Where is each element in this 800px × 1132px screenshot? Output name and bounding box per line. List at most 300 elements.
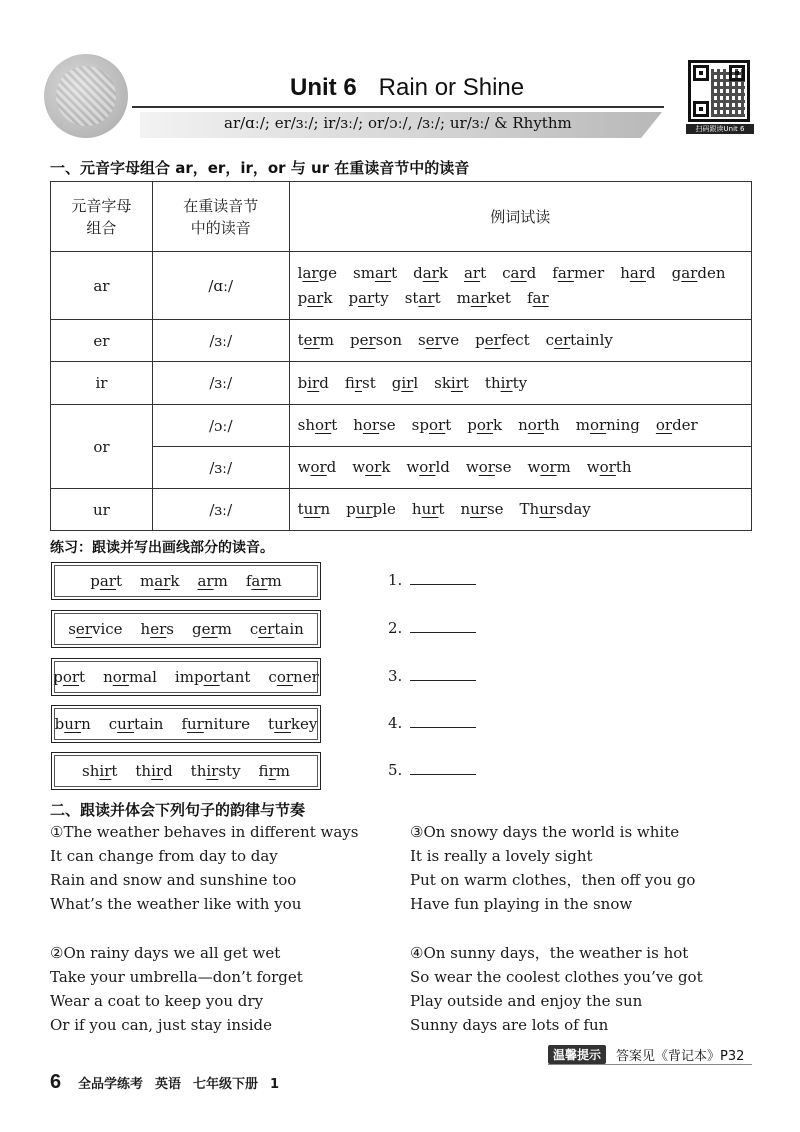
footer-book-info: [78, 1073, 291, 1092]
book-name: 全品学练考: [78, 1077, 144, 1092]
word-part: sk: [434, 373, 451, 392]
rhyme-line: ③On snowy days the world is white: [410, 823, 680, 841]
word-line: [298, 497, 751, 522]
word-part: m: [217, 620, 232, 638]
qr-code-icon[interactable]: [688, 60, 750, 122]
word-part: l: [297, 263, 303, 282]
underlined-letters: or: [478, 458, 495, 476]
underlined-letters: ar: [307, 288, 324, 307]
practice-word-box: [51, 705, 321, 743]
rhyme-line: ④On sunny days，the weather is hot: [410, 944, 689, 962]
underlined-letters: or: [362, 416, 380, 434]
underlined-letters: ur: [64, 715, 82, 733]
word-part: k: [323, 288, 333, 307]
example-word: [576, 413, 640, 438]
example-word: [298, 455, 337, 480]
table-row: [51, 252, 752, 320]
word-line: [298, 286, 751, 311]
sound-cell: /ɜː/: [152, 447, 289, 489]
practice-word: [268, 668, 318, 686]
word-part: Th: [519, 500, 540, 518]
decorative-emblem: [44, 54, 128, 138]
underlined-letters: er: [359, 331, 376, 349]
word-part: w: [297, 458, 311, 476]
practice-word-box: [51, 610, 321, 648]
underlined-letters: ar: [510, 263, 527, 282]
underlined-letters: or: [112, 668, 129, 686]
word-part: p: [348, 288, 359, 307]
word-line: [298, 413, 751, 438]
word-part: l: [413, 373, 419, 392]
word-part: n: [81, 715, 91, 733]
combo-cell: ar: [51, 252, 153, 320]
combo-cell: ir: [51, 362, 153, 405]
underlined-letters: er: [303, 331, 320, 349]
word-part: niture: [203, 715, 251, 733]
word-part: f: [181, 715, 187, 733]
underlined-letters: or: [419, 458, 436, 476]
word-line: [298, 455, 751, 480]
word-part: key: [290, 715, 318, 733]
rhyme-4: [410, 941, 703, 1037]
word-part: m: [575, 416, 590, 434]
example-word: [528, 455, 571, 480]
word-part: f: [245, 572, 252, 590]
subject-name: 英语: [155, 1077, 182, 1092]
practice-word: [250, 620, 304, 638]
word-part: p: [349, 331, 360, 349]
practice-word: [191, 762, 241, 780]
underlined-letters: or: [599, 458, 616, 476]
underlined-letters: ar: [422, 263, 439, 282]
word-part: t: [462, 373, 469, 392]
underlined-letters: ar: [418, 288, 435, 307]
example-word: [298, 497, 331, 522]
underlined-letters: ir: [307, 373, 320, 392]
answer-line: [388, 571, 476, 589]
example-word: [587, 455, 632, 480]
word-part: imp: [174, 668, 204, 686]
practice-word: [109, 715, 164, 733]
example-word: [620, 261, 655, 286]
practice-word-box: [51, 658, 321, 696]
title-rule: [132, 106, 664, 108]
rhyme-line: Play outside and enjoy the sun: [410, 992, 643, 1010]
word-part: t: [268, 715, 275, 733]
underlined-letters: ar: [629, 263, 647, 282]
underlined-letters: er: [484, 331, 501, 349]
header-sound: [152, 182, 289, 252]
word-part: th: [484, 373, 501, 392]
underlined-letters: ar: [463, 263, 481, 282]
table-row: [51, 405, 752, 447]
example-word: [346, 497, 396, 522]
word-part: c: [268, 668, 277, 686]
sound-cell: /ɜː/: [152, 362, 289, 405]
word-part: son: [375, 331, 403, 349]
combo-cell: er: [51, 320, 153, 362]
underlined-letters: or: [310, 458, 327, 476]
practice-word: [90, 572, 122, 590]
rhyme-line: Take your umbrella—don’t forget: [50, 968, 303, 986]
practice-word: [55, 715, 91, 733]
example-words-cell: [289, 362, 751, 405]
practice-word: [82, 762, 117, 780]
word-part: m: [456, 288, 471, 307]
word-part: t: [111, 762, 118, 780]
header-combo: [51, 182, 153, 252]
word-part: k: [493, 416, 503, 434]
example-word: [348, 286, 388, 311]
example-word: [405, 286, 441, 311]
practice-heading: 练习：跟读并写出画线部分的读音。: [50, 540, 274, 556]
answer-line: [388, 619, 476, 637]
example-word: [467, 413, 502, 438]
word-part: n: [103, 668, 113, 686]
example-word: [298, 261, 337, 286]
example-word: [345, 371, 376, 396]
practice-word: [135, 762, 172, 780]
practice-word: [268, 715, 317, 733]
table-row: [51, 447, 752, 489]
sound-cell: /ɜː/: [152, 320, 289, 362]
word-part: n: [320, 500, 331, 518]
sound-cell: /ɔː/: [152, 405, 289, 447]
underlined-letters: er: [201, 620, 218, 638]
grade-name: 七年级下册: [193, 1077, 259, 1092]
example-word: [350, 328, 402, 353]
rhyme-line: ①The weather behaves in different ways: [50, 823, 359, 841]
example-word: [298, 286, 333, 311]
example-word: [353, 413, 395, 438]
table-row: [51, 362, 752, 405]
word-part: m: [140, 572, 155, 590]
example-word: [546, 328, 613, 353]
word-part: h: [140, 620, 151, 638]
header-sound-text: 在重读音节 中的读音: [183, 196, 259, 237]
word-part: st: [404, 288, 419, 307]
answer-number: 1.: [388, 571, 403, 589]
underlined-letters: ar: [470, 288, 487, 307]
underlined-letters: ur: [117, 715, 134, 733]
word-part: n: [460, 500, 471, 518]
answer-blank[interactable]: [410, 571, 476, 585]
example-word: [352, 455, 390, 480]
word-part: m: [213, 572, 228, 590]
word-part: d: [326, 458, 337, 476]
answer-line: [388, 714, 476, 732]
example-word: [464, 261, 486, 286]
practice-word: [259, 762, 290, 780]
word-part: k: [170, 572, 180, 590]
practice-word: [181, 715, 250, 733]
word-part: mer: [573, 263, 605, 282]
underlined-letters: or: [527, 416, 544, 434]
word-part: f: [526, 288, 533, 307]
word-part: vice: [91, 620, 123, 638]
unit-number: Unit 6: [290, 74, 357, 101]
word-part: ner: [293, 668, 319, 686]
example-word: [460, 497, 503, 522]
word-part: m: [267, 572, 282, 590]
underlined-letters: or: [589, 416, 607, 434]
word-part: d: [413, 263, 423, 282]
word-part: ket: [486, 288, 511, 307]
word-part: h: [411, 500, 422, 518]
example-word: [418, 328, 459, 353]
rhyme-line: Put on warm clothes，then off you go: [410, 871, 696, 889]
answer-blank[interactable]: [410, 667, 476, 681]
underlined-letters: ir: [151, 762, 164, 780]
underlined-letters: or: [655, 416, 673, 434]
practice-word-box: [51, 562, 321, 600]
word-part: w: [586, 458, 600, 476]
word-part: sp: [411, 416, 429, 434]
practice-word: [68, 620, 122, 638]
word-part: den: [697, 263, 726, 282]
word-part: p: [53, 668, 63, 686]
underlined-letters: or: [203, 668, 220, 686]
table-header-row: [51, 182, 752, 252]
underlined-letters: ar: [532, 288, 549, 307]
word-part: tant: [219, 668, 251, 686]
rhyme-line: Or if you can, just stay inside: [50, 1016, 272, 1034]
word-part: d: [526, 263, 537, 282]
underlined-letters: ir: [401, 373, 414, 392]
answer-blank[interactable]: [410, 761, 476, 775]
word-part: ning: [606, 416, 640, 434]
header-examples: 例词试读: [289, 182, 751, 252]
example-words-cell: [289, 405, 751, 447]
word-part: st: [362, 373, 376, 392]
answer-number: 2.: [388, 619, 403, 637]
underlined-letters: or: [62, 668, 80, 686]
word-part: se: [379, 416, 396, 434]
rhyme-2: [50, 941, 303, 1037]
practice-word: [140, 572, 179, 590]
page-title: [290, 74, 524, 102]
underlined-letters: ar: [302, 263, 319, 282]
header-combo-text: 元音字母 组合: [71, 196, 132, 237]
word-part: sty: [218, 762, 241, 780]
word-part: mal: [128, 668, 157, 686]
underlined-letters: ir: [354, 373, 362, 392]
underlined-letters: ur: [303, 500, 321, 518]
word-part: g: [671, 263, 682, 282]
section2-heading: 二、跟读并体会下列句子的韵律与节奏: [50, 801, 306, 819]
sound-cell: /ɑː/: [152, 252, 289, 320]
example-word: [392, 371, 418, 396]
example-words-cell: [289, 252, 751, 320]
answer-number: 4.: [388, 714, 403, 732]
sound-cell: /ɜː/: [152, 489, 289, 531]
underlined-letters: ir: [268, 762, 276, 780]
example-word: [518, 413, 560, 438]
example-word: [656, 413, 698, 438]
answer-number: 3.: [388, 667, 403, 685]
word-part: der: [672, 416, 698, 434]
word-part: k: [438, 263, 448, 282]
underlined-letters: ir: [500, 373, 513, 392]
answer-number: 5.: [388, 761, 403, 779]
word-line: [298, 371, 751, 396]
underlined-letters: or: [314, 416, 332, 434]
answer-line: [388, 761, 476, 779]
word-part: b: [297, 373, 308, 392]
word-part: t: [115, 572, 123, 590]
word-part: s: [166, 620, 174, 638]
practice-word: [246, 572, 282, 590]
word-part: f: [552, 263, 558, 282]
example-words-cell: [289, 447, 751, 489]
qr-finder-icon: [693, 101, 709, 117]
example-word: [413, 261, 448, 286]
word-part: p: [475, 331, 485, 349]
word-part: h: [620, 263, 630, 282]
example-word: [552, 261, 604, 286]
word-part: p: [297, 288, 308, 307]
underlined-letters: ir: [99, 762, 112, 780]
example-word: [475, 328, 530, 353]
combo-cell: ur: [51, 489, 153, 531]
example-word: [412, 413, 452, 438]
word-part: f: [258, 762, 269, 780]
word-part: sday: [556, 500, 591, 518]
rhyme-line: Sunny days are lots of fun: [410, 1016, 609, 1034]
rhyme-line: Rain and snow and sunshine too: [50, 871, 297, 889]
underlined-letters: er: [75, 620, 92, 638]
word-part: ple: [372, 500, 396, 518]
rhyme-line: So wear the coolest clothes you’ve got: [410, 968, 703, 986]
underlined-letters: er: [150, 620, 167, 638]
answer-reference: 答案见《背记本》P32: [616, 1049, 745, 1064]
word-part: c: [545, 331, 555, 349]
word-part: th: [615, 458, 632, 476]
word-part: tain: [274, 620, 304, 638]
word-line: [298, 328, 751, 353]
combo-cell: or: [51, 405, 153, 489]
underlined-letters: ur: [421, 500, 439, 518]
example-word: [466, 455, 512, 480]
word-part: tain: [134, 715, 164, 733]
practice-word: [103, 668, 157, 686]
underlined-letters: ar: [374, 263, 392, 282]
word-part: sh: [82, 762, 100, 780]
word-part: c: [108, 715, 118, 733]
word-part: w: [406, 458, 420, 476]
word-part: se: [494, 458, 512, 476]
word-part: t: [297, 331, 304, 349]
answer-line: [388, 667, 476, 685]
word-part: t: [331, 416, 338, 434]
word-line: [298, 261, 751, 286]
word-part: m: [556, 458, 571, 476]
word-part: w: [352, 458, 366, 476]
word-part: t: [391, 263, 398, 282]
unit-name: Rain or Shine: [378, 74, 525, 101]
practice-word: [197, 572, 227, 590]
answer-blank[interactable]: [410, 619, 476, 633]
rhyme-line: ②On rainy days we all get wet: [50, 944, 281, 962]
word-part: t: [434, 288, 441, 307]
underlined-letters: er: [258, 620, 275, 638]
underlined-letters: ar: [358, 288, 375, 307]
example-word: [672, 261, 726, 286]
word-part: t: [438, 500, 445, 518]
word-part: t: [480, 263, 487, 282]
rhyme-3: [410, 820, 695, 916]
example-word: [520, 497, 591, 522]
word-part: ty: [374, 288, 389, 307]
rhyme-line: It can change from day to day: [50, 847, 278, 865]
example-word: [298, 328, 334, 353]
word-part: k: [381, 458, 391, 476]
page-number: 6: [50, 1071, 62, 1093]
example-word: [434, 371, 469, 396]
underlined-letters: ar: [681, 263, 698, 282]
table-row: [51, 320, 752, 362]
word-part: ve: [441, 331, 460, 349]
table-row: [51, 489, 752, 531]
word-part: t: [445, 416, 452, 434]
volume-number: 1: [270, 1077, 280, 1092]
word-part: d: [319, 373, 329, 392]
underlined-letters: ur: [274, 715, 291, 733]
underlined-letters: or: [540, 458, 557, 476]
underlined-letters: or: [276, 668, 294, 686]
word-part: d: [646, 263, 656, 282]
underlined-letters: ur: [187, 715, 204, 733]
underlined-letters: or: [428, 416, 446, 434]
rhyme-line: Wear a coat to keep you dry: [50, 992, 264, 1010]
word-part: th: [135, 762, 152, 780]
word-part: n: [518, 416, 528, 434]
underlined-letters: ur: [470, 500, 487, 518]
underlined-letters: ar: [251, 572, 268, 590]
word-part: w: [527, 458, 541, 476]
word-part: m: [275, 762, 290, 780]
underlined-letters: ir: [450, 373, 463, 392]
word-part: sm: [353, 263, 375, 282]
example-word: [406, 455, 449, 480]
practice-word: [175, 668, 251, 686]
word-part: ge: [318, 263, 338, 282]
practice-word: [141, 620, 174, 638]
underlined-letters: er: [554, 331, 571, 349]
rhyme-line: Have fun playing in the snow: [410, 895, 633, 913]
underlined-letters: ar: [197, 572, 214, 590]
practice-word-box: [51, 752, 321, 790]
answer-blank[interactable]: [410, 714, 476, 728]
example-word: [457, 286, 511, 311]
underlined-letters: ur: [355, 500, 373, 518]
underlined-letters: ar: [99, 572, 116, 590]
qr-finder-icon: [693, 65, 709, 81]
underlined-letters: ar: [557, 263, 574, 282]
rhyme-line: What’s the weather like with you: [50, 895, 302, 913]
word-part: ty: [512, 373, 528, 392]
practice-word: [53, 668, 85, 686]
tip-badge: 温馨提示: [548, 1045, 606, 1064]
example-word: [298, 371, 329, 396]
practice-word: [192, 620, 232, 638]
word-part: p: [467, 416, 477, 434]
word-part: ld: [435, 458, 450, 476]
word-part: d: [163, 762, 173, 780]
underlined-letters: or: [365, 458, 382, 476]
word-part: t: [297, 500, 304, 518]
word-part: s: [418, 331, 426, 349]
